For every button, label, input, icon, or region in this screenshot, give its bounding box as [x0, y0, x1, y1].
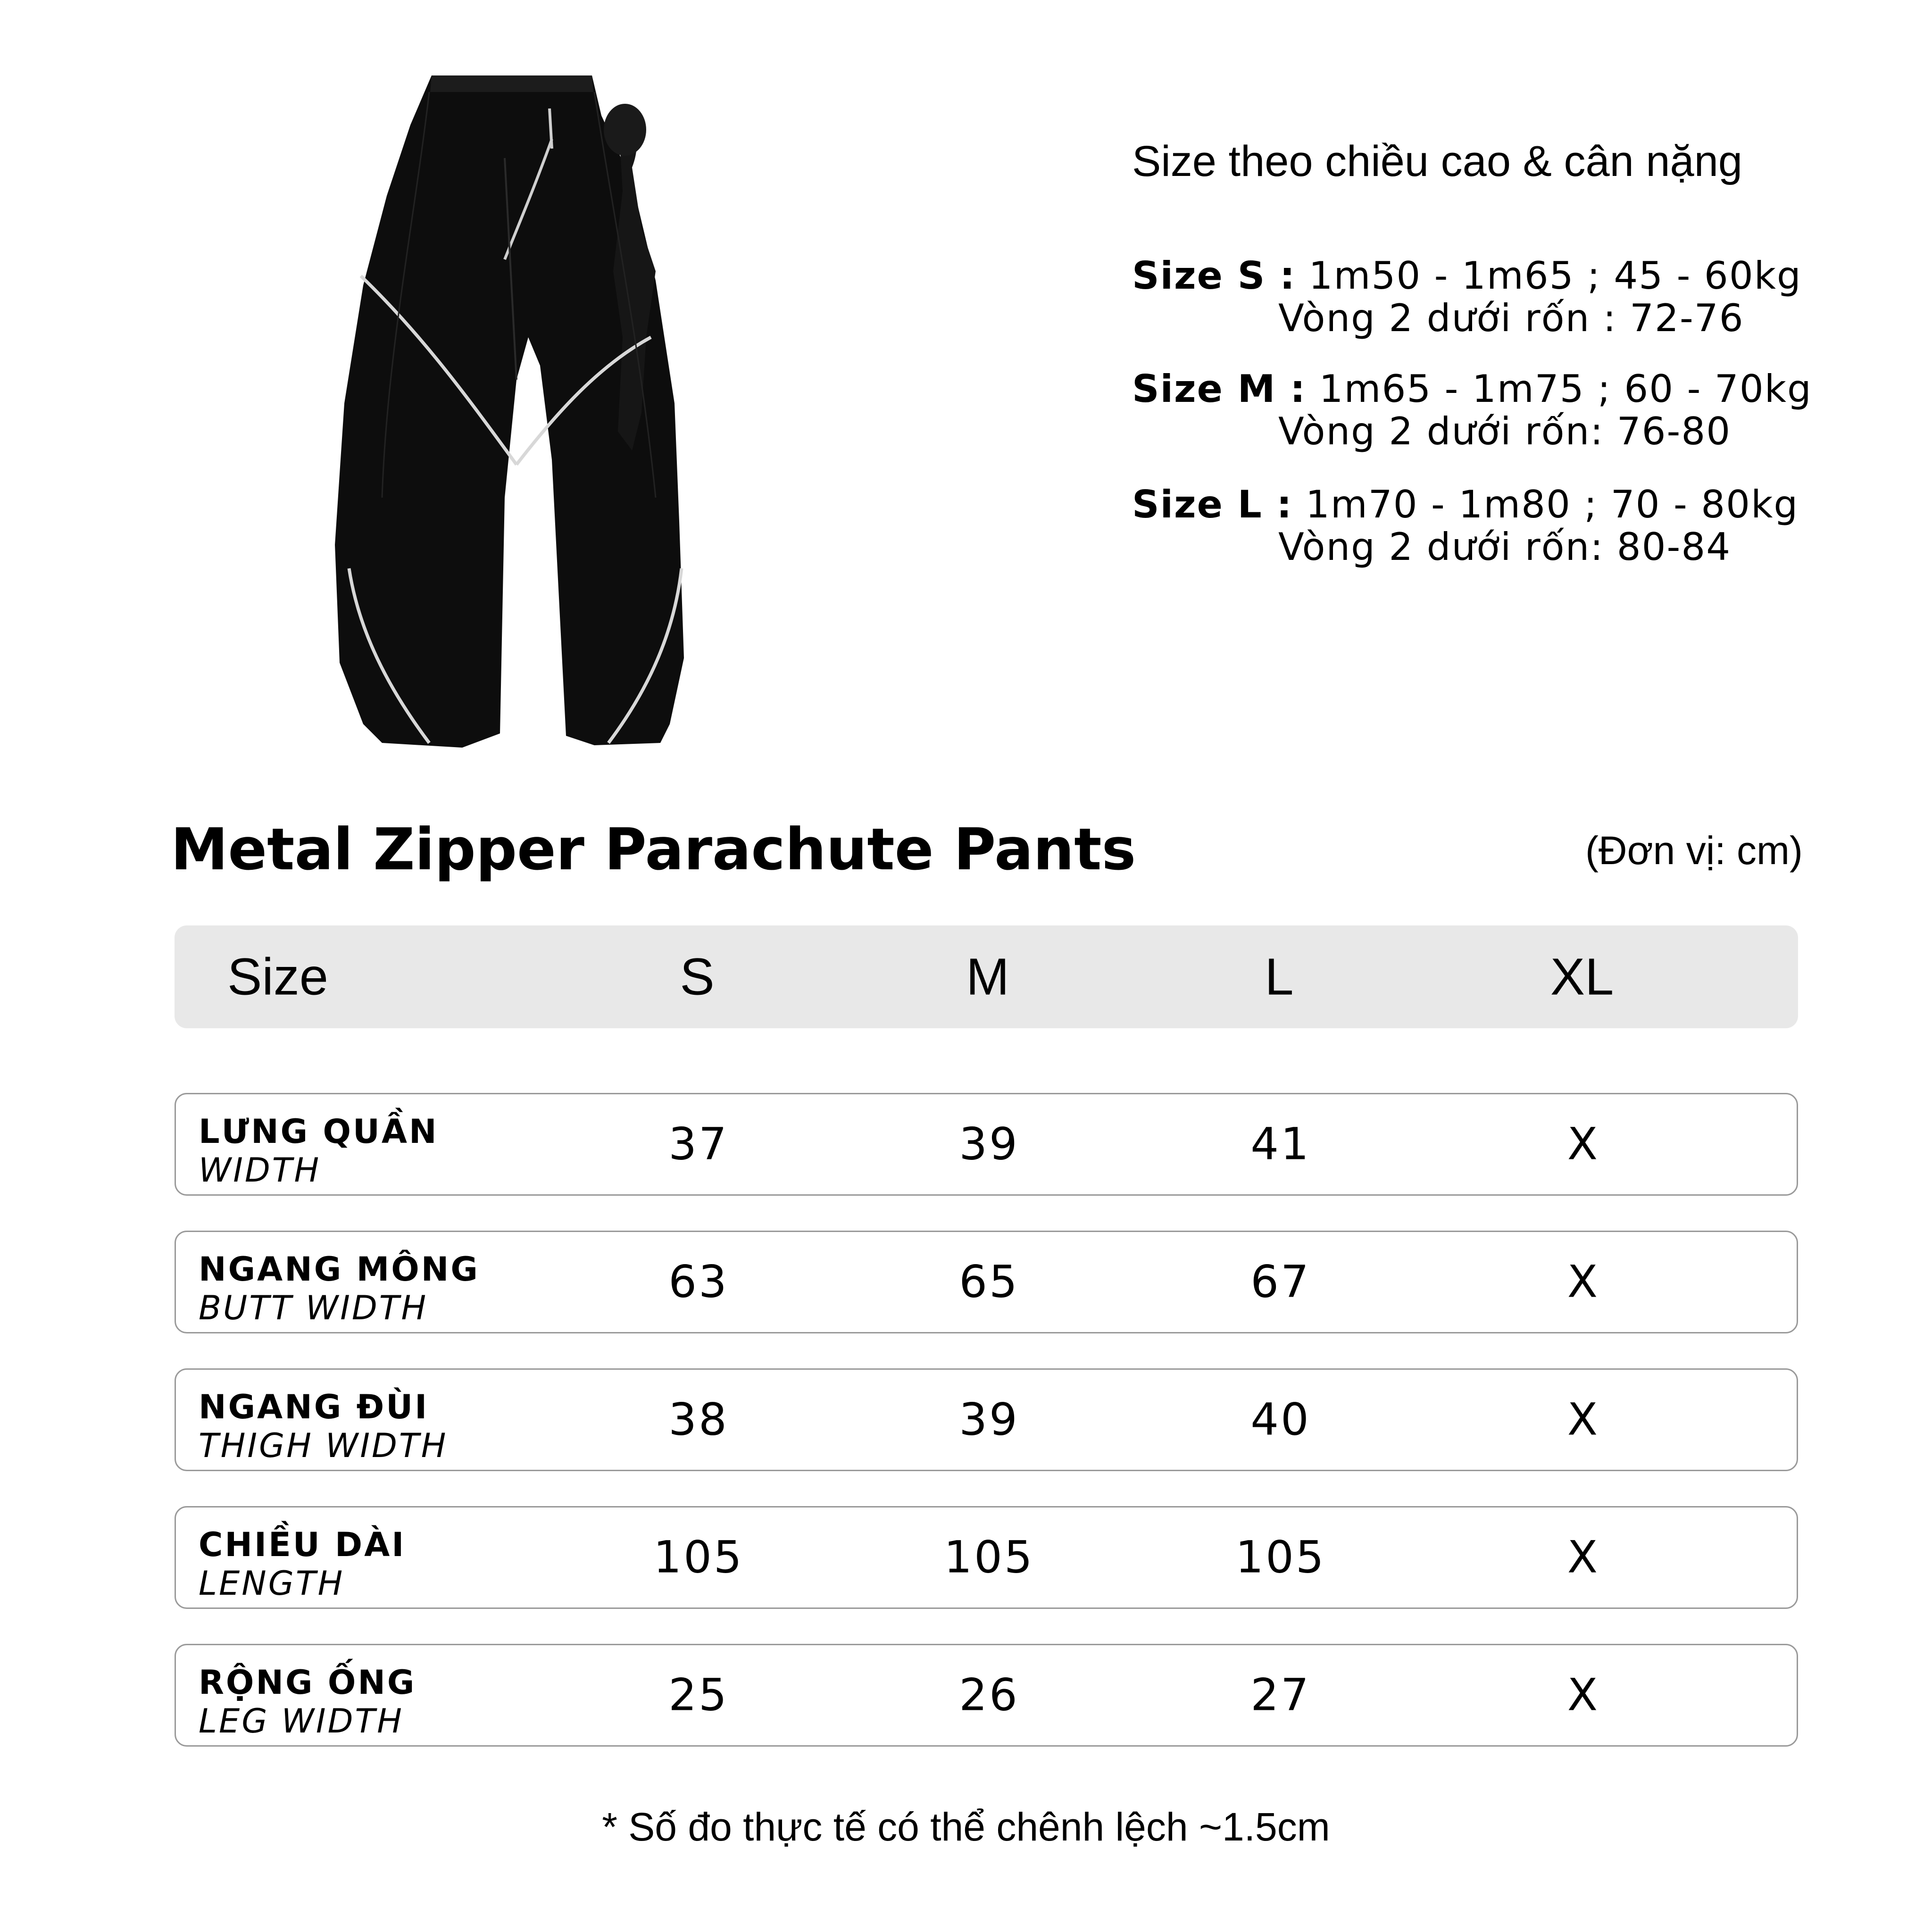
row-sublabel: LEG WIDTH	[199, 1702, 404, 1740]
cell-xl: X	[1567, 1532, 1600, 1583]
pants-illustration	[335, 75, 684, 748]
header-size: Size	[227, 948, 328, 1006]
cell-l: 67	[1250, 1256, 1311, 1308]
cell-l: 40	[1250, 1394, 1311, 1446]
size-guide-range: 1m70 - 1m80 ; 70 - 80kg	[1305, 483, 1799, 526]
row-label: NGANG ĐÙI	[199, 1388, 429, 1426]
footnote: * Số đo thực tế có thể chênh lệch ~1.5cm	[602, 1805, 1330, 1849]
size-guide-label: Size S :	[1132, 254, 1296, 298]
size-guide-label: Size L :	[1132, 483, 1293, 526]
product-title: Metal Zipper Parachute Pants	[171, 816, 1136, 883]
cell-l: 105	[1235, 1532, 1326, 1583]
size-guide-title: Size theo chiều cao & cân nặng	[1132, 137, 1743, 185]
cell-xl: X	[1567, 1118, 1600, 1170]
cell-l: 41	[1250, 1118, 1311, 1170]
table-row-thigh	[175, 1368, 1798, 1471]
header-s: S	[680, 948, 715, 1006]
cell-s: 63	[668, 1256, 729, 1308]
size-guide-range: 1m50 - 1m65 ; 45 - 60kg	[1308, 254, 1802, 298]
row-sublabel: WIDTH	[199, 1151, 321, 1190]
size-guide-waist: Vòng 2 dưới rốn: 80-84	[1278, 525, 1732, 569]
size-guide-waist: Vòng 2 dưới rốn : 72-76	[1278, 296, 1744, 340]
table-row-leg	[175, 1644, 1798, 1747]
size-guide-waist: Vòng 2 dưới rốn: 76-80	[1278, 409, 1732, 453]
cell-m: 65	[959, 1256, 1019, 1308]
cell-m: 39	[959, 1118, 1019, 1170]
size-guide-row-s	[1132, 255, 1802, 340]
cell-s: 105	[653, 1532, 744, 1583]
cell-m: 26	[959, 1669, 1019, 1721]
cell-s: 38	[668, 1394, 729, 1446]
table-row-waist	[175, 1093, 1798, 1196]
row-sublabel: BUTT WIDTH	[199, 1289, 428, 1327]
cell-m: 105	[944, 1532, 1034, 1583]
size-guide-row-l	[1132, 483, 1799, 568]
table-row-length	[175, 1506, 1798, 1609]
cell-m: 39	[959, 1394, 1019, 1446]
row-label: NGANG MÔNG	[199, 1250, 480, 1289]
size-guide-range: 1m65 - 1m75 ; 60 - 70kg	[1319, 367, 1812, 411]
size-guide-label: Size M :	[1132, 367, 1307, 411]
size-guide-row-m	[1132, 368, 1812, 453]
header-l: L	[1265, 948, 1294, 1006]
row-label: LƯNG QUẦN	[199, 1112, 439, 1151]
cell-s: 25	[668, 1669, 729, 1721]
cell-xl: X	[1567, 1394, 1600, 1446]
cell-xl: X	[1567, 1669, 1600, 1721]
row-label: RỘNG ỐNG	[199, 1663, 416, 1702]
cell-xl: X	[1567, 1256, 1600, 1308]
header-xl: XL	[1550, 948, 1614, 1006]
table-row-butt	[175, 1231, 1798, 1333]
product-image	[330, 73, 745, 766]
cell-l: 27	[1250, 1669, 1311, 1721]
row-sublabel: LENGTH	[199, 1564, 345, 1603]
unit-note: (Đơn vị: cm)	[1585, 828, 1803, 873]
row-label: CHIỀU DÀI	[199, 1525, 406, 1564]
size-table-header	[175, 925, 1798, 1028]
row-sublabel: THIGH WIDTH	[199, 1426, 448, 1465]
header-m: M	[966, 948, 1009, 1006]
cell-s: 37	[668, 1118, 729, 1170]
